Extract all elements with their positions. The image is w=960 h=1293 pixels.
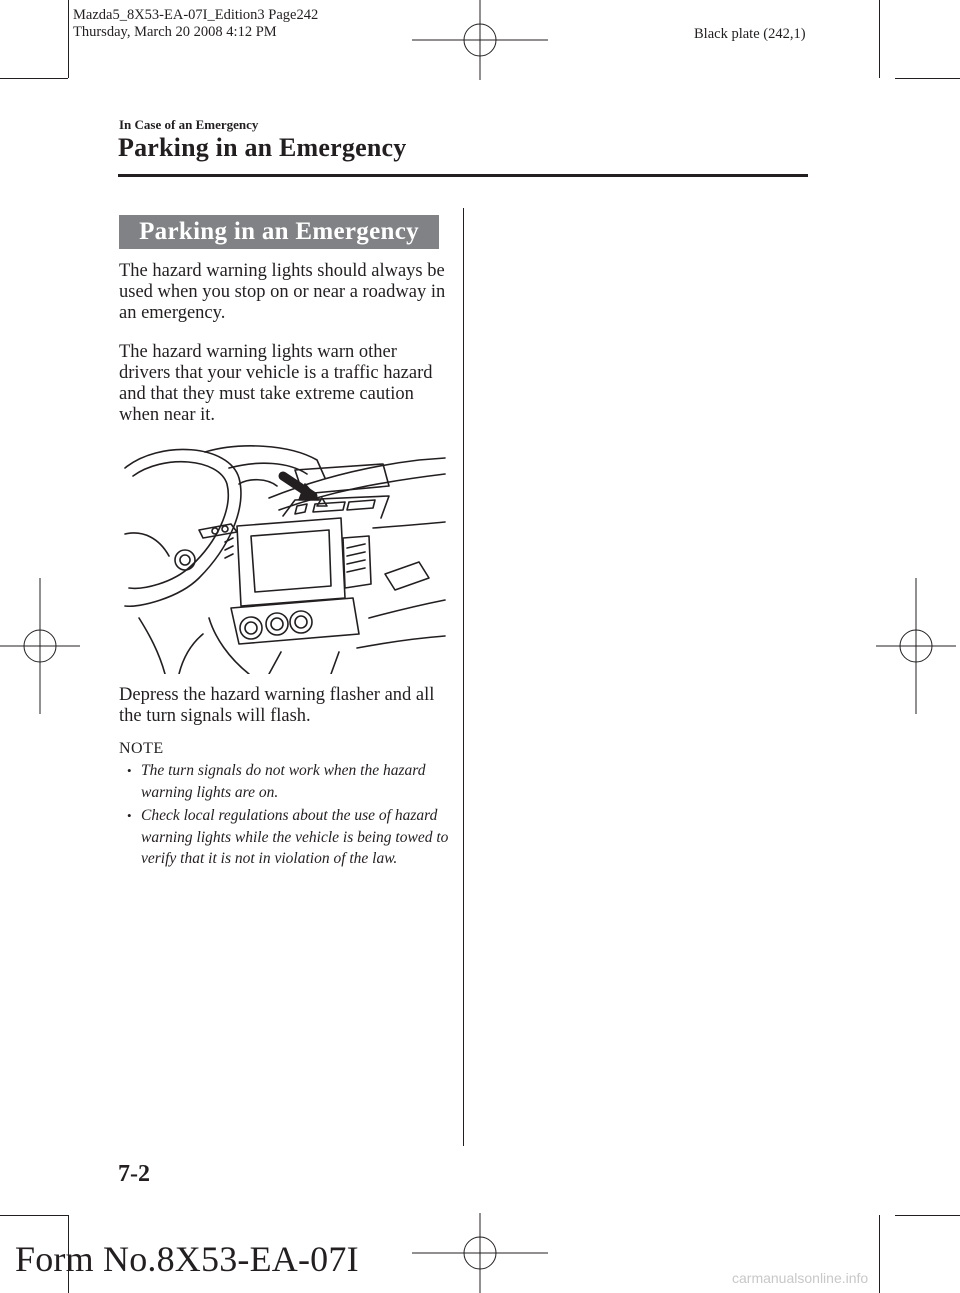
watermark: carmanualsonline.info (732, 1270, 869, 1286)
slug-line-2: Thursday, March 20 2008 4:12 PM (73, 24, 277, 40)
registration-mark-icon (876, 578, 956, 714)
note-list (127, 760, 457, 872)
paragraph-1: The hazard warning lights should always be used when you stop on or near a roadway in an emergency. (119, 261, 446, 323)
section-heading: Parking in an Emergency (119, 215, 439, 249)
plate-label: Black plate (242,1) (694, 26, 806, 42)
section-label: In Case of an Emergency (119, 117, 259, 132)
crop-mark (68, 0, 69, 78)
slug-line-1: Mazda5_8X53-EA-07I_Edition3 Page242 (73, 7, 319, 23)
title-rule (118, 174, 808, 177)
form-number: Form No.8X53-EA-07I (15, 1239, 359, 1279)
crop-mark (895, 78, 960, 79)
registration-mark-icon (0, 578, 80, 714)
crop-mark (0, 78, 68, 79)
crop-mark (0, 1215, 68, 1216)
crop-mark (879, 1215, 880, 1293)
page-title: Parking in an Emergency (118, 133, 407, 162)
crop-mark (879, 0, 880, 78)
note-item: • The turn signals do not work when the hazard warning lights are on. (127, 760, 457, 803)
page-number: 7-2 (118, 1161, 150, 1187)
column-divider (463, 208, 464, 1146)
note-label: NOTE (119, 740, 164, 757)
dashboard-hazard-illustration (119, 438, 447, 674)
note-item: • Check local regulations about the use of hazard warning lights while the vehicle is being towed to verify that it is not in violation of the law. (127, 805, 457, 870)
registration-mark-icon (412, 0, 548, 80)
crop-mark (895, 1215, 960, 1216)
paragraph-2: The hazard warning lights warn other drivers that your vehicle is a traffic hazard and that they must take extreme caution when near it. (119, 342, 433, 425)
paragraph-3: Depress the hazard warning flasher and all the turn signals will flash. (119, 685, 435, 726)
registration-mark-icon (412, 1213, 548, 1293)
